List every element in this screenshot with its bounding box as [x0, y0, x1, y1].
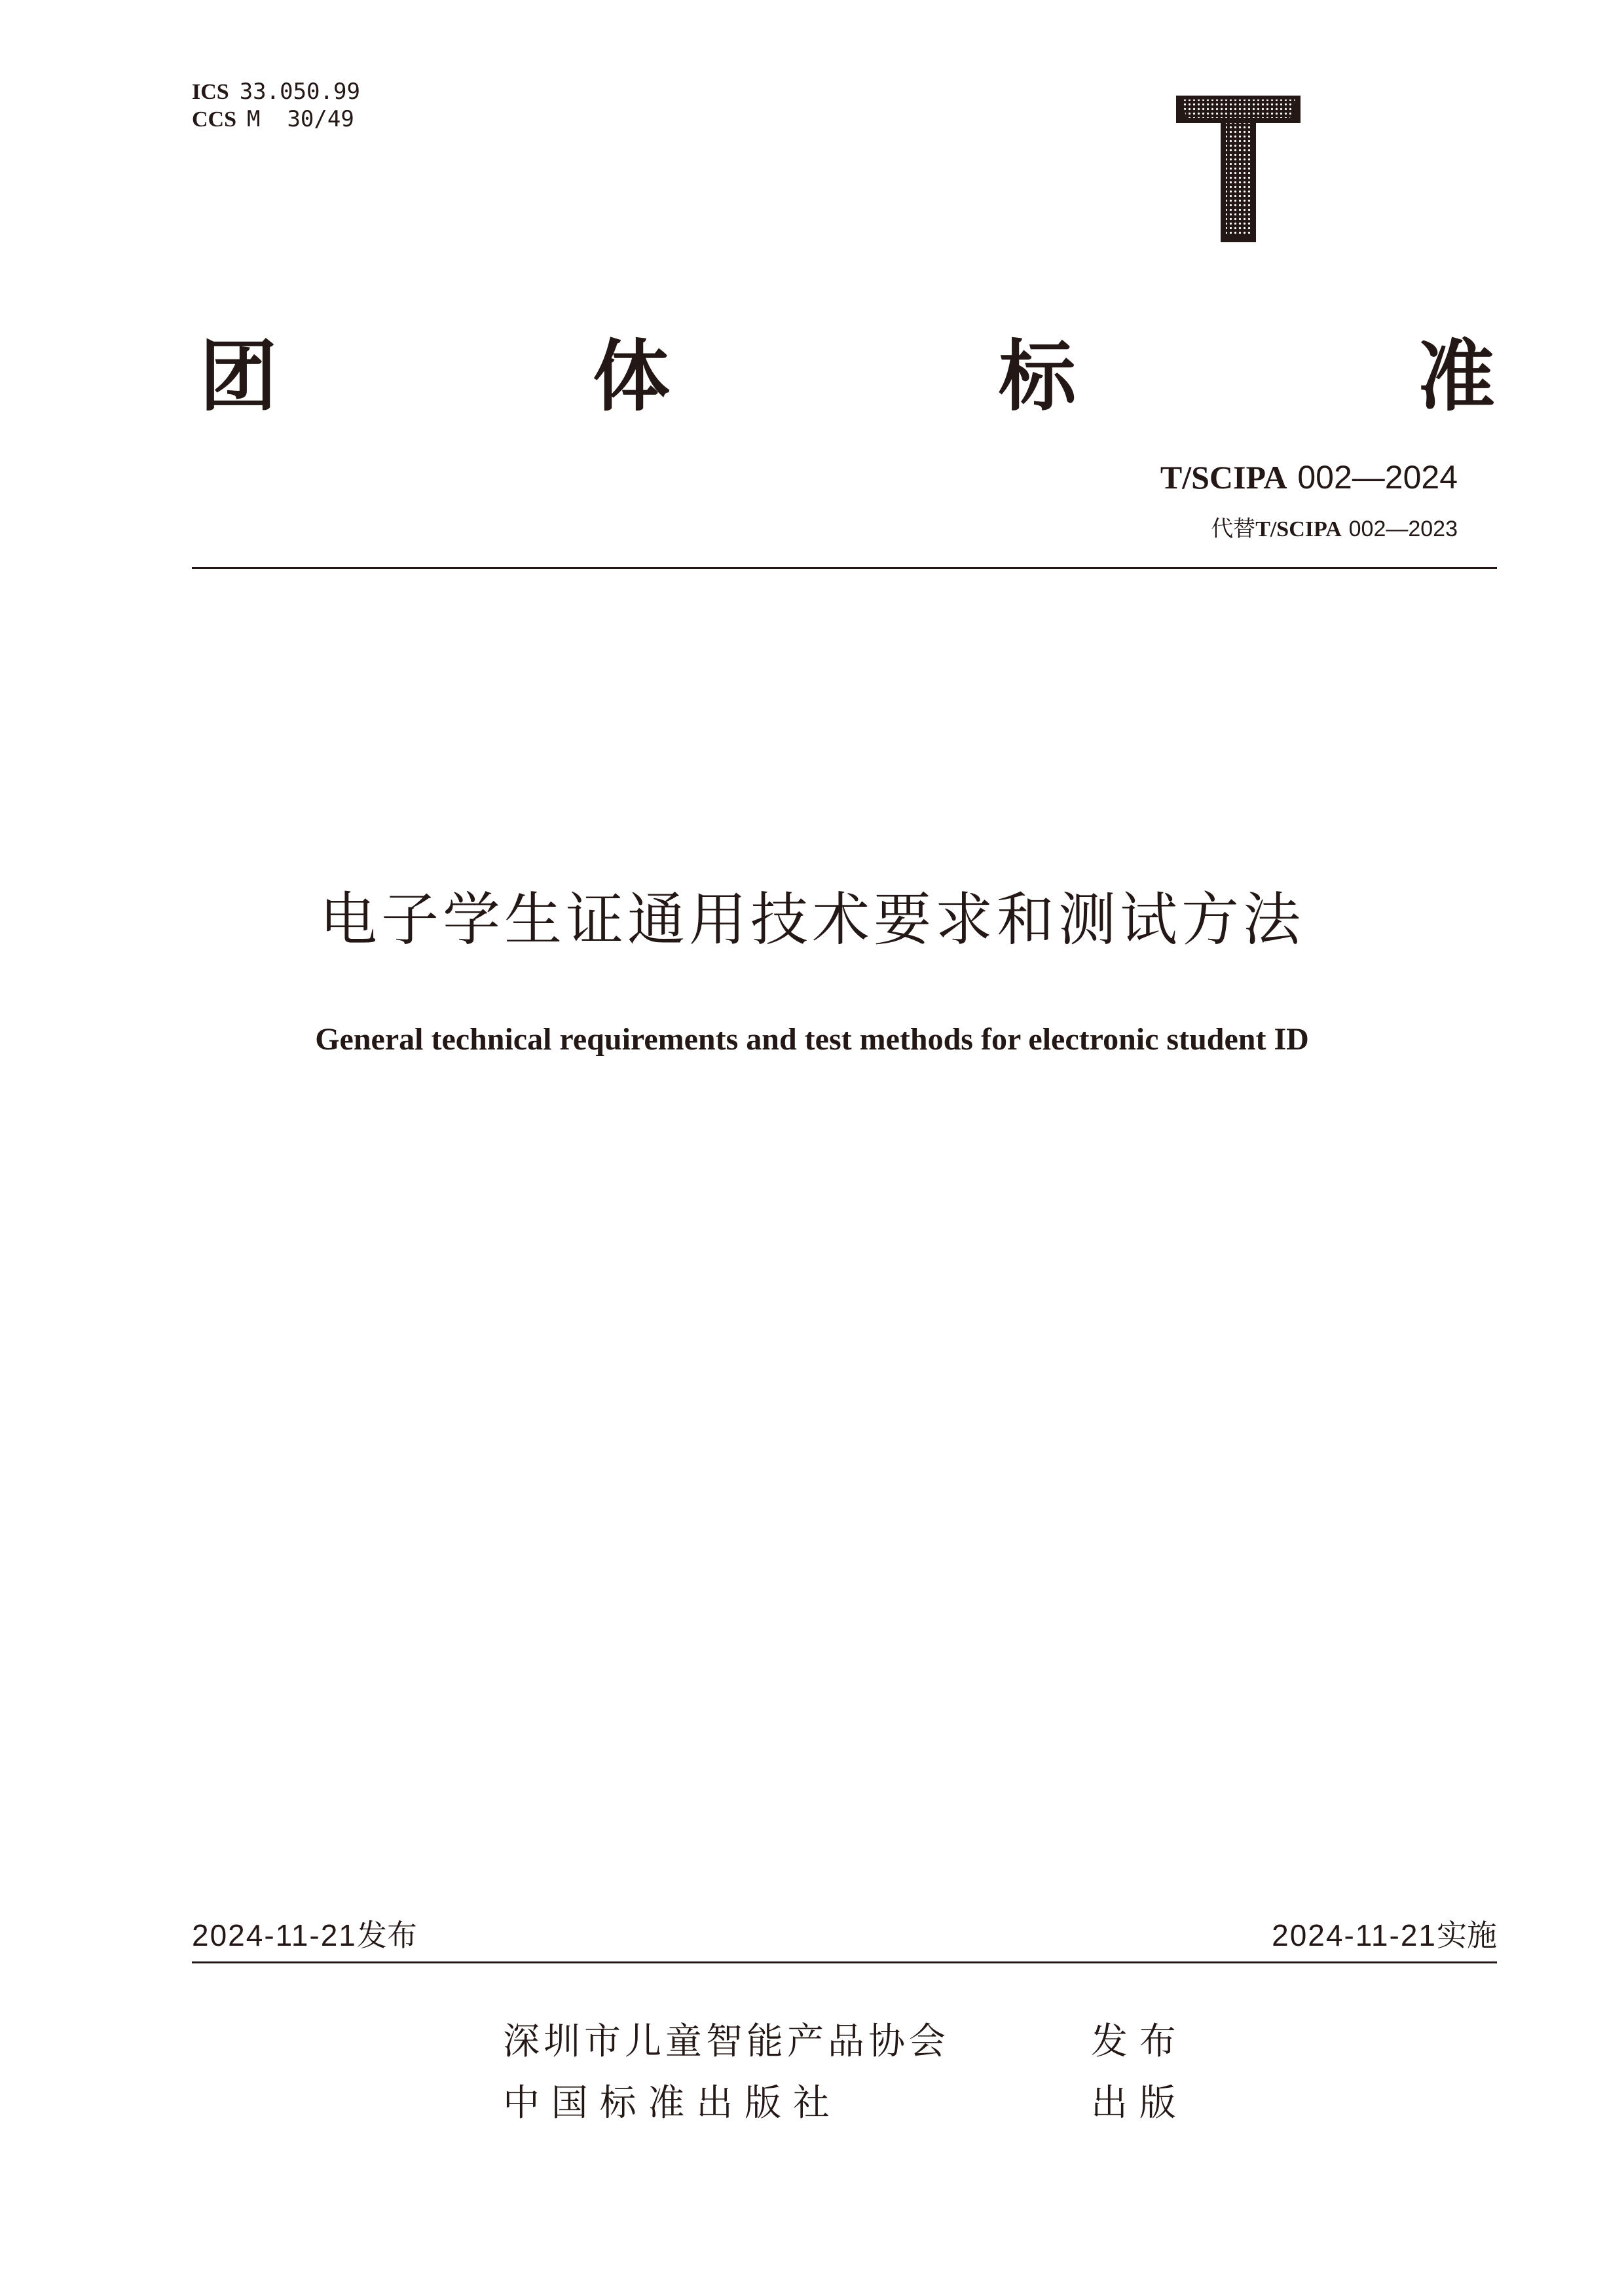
issue-date-value: 2024-11-21 — [192, 1918, 357, 1952]
title-chinese: 电子学生证通用技术要求和测试方法 — [319, 886, 1304, 953]
header-divider — [192, 567, 1497, 569]
ics-code — [192, 79, 360, 105]
category-char-4: 准 — [1418, 331, 1496, 422]
effective-date — [1272, 1912, 1497, 1955]
ics-label: ICS — [192, 80, 229, 104]
issue-date — [192, 1912, 417, 1955]
ccs-label: CCS — [192, 107, 237, 132]
issue-date-label: 发布 — [356, 1918, 417, 1953]
replaces-standard — [1211, 511, 1458, 543]
publisher-role-1: 发 布 — [1091, 2020, 1176, 2063]
publisher-org-2: 中 国 标 准 出 版 社 — [503, 2082, 830, 2124]
replaces-label: 代替 — [1211, 516, 1256, 542]
category-char-1: 团 — [200, 331, 278, 422]
ccs-value: M 30/49 — [247, 106, 354, 132]
footer-divider — [192, 1961, 1497, 1963]
ccs-code — [192, 106, 354, 133]
effective-date-label: 实施 — [1437, 1918, 1497, 1953]
category-char-2: 体 — [593, 331, 671, 422]
replaces-number: 002—2023 — [1348, 517, 1458, 541]
standard-number-value: 002—2024 — [1297, 459, 1458, 496]
standard-number — [1160, 458, 1458, 496]
replaces-prefix: T/SCIPA — [1255, 517, 1342, 541]
standard-number-prefix: T/SCIPA — [1160, 459, 1287, 496]
t-standard-logo-icon — [1173, 93, 1303, 245]
title-english: General technical requirements and test methods for electronic student ID — [315, 1022, 1309, 1057]
ics-value: 33.050.99 — [239, 79, 360, 105]
publisher-role-2: 出 版 — [1091, 2082, 1176, 2124]
category-char-3: 标 — [999, 331, 1077, 422]
publisher-org-1: 深圳市儿童智能产品协会 — [503, 2020, 950, 2063]
effective-date-value: 2024-11-21 — [1272, 1918, 1437, 1952]
